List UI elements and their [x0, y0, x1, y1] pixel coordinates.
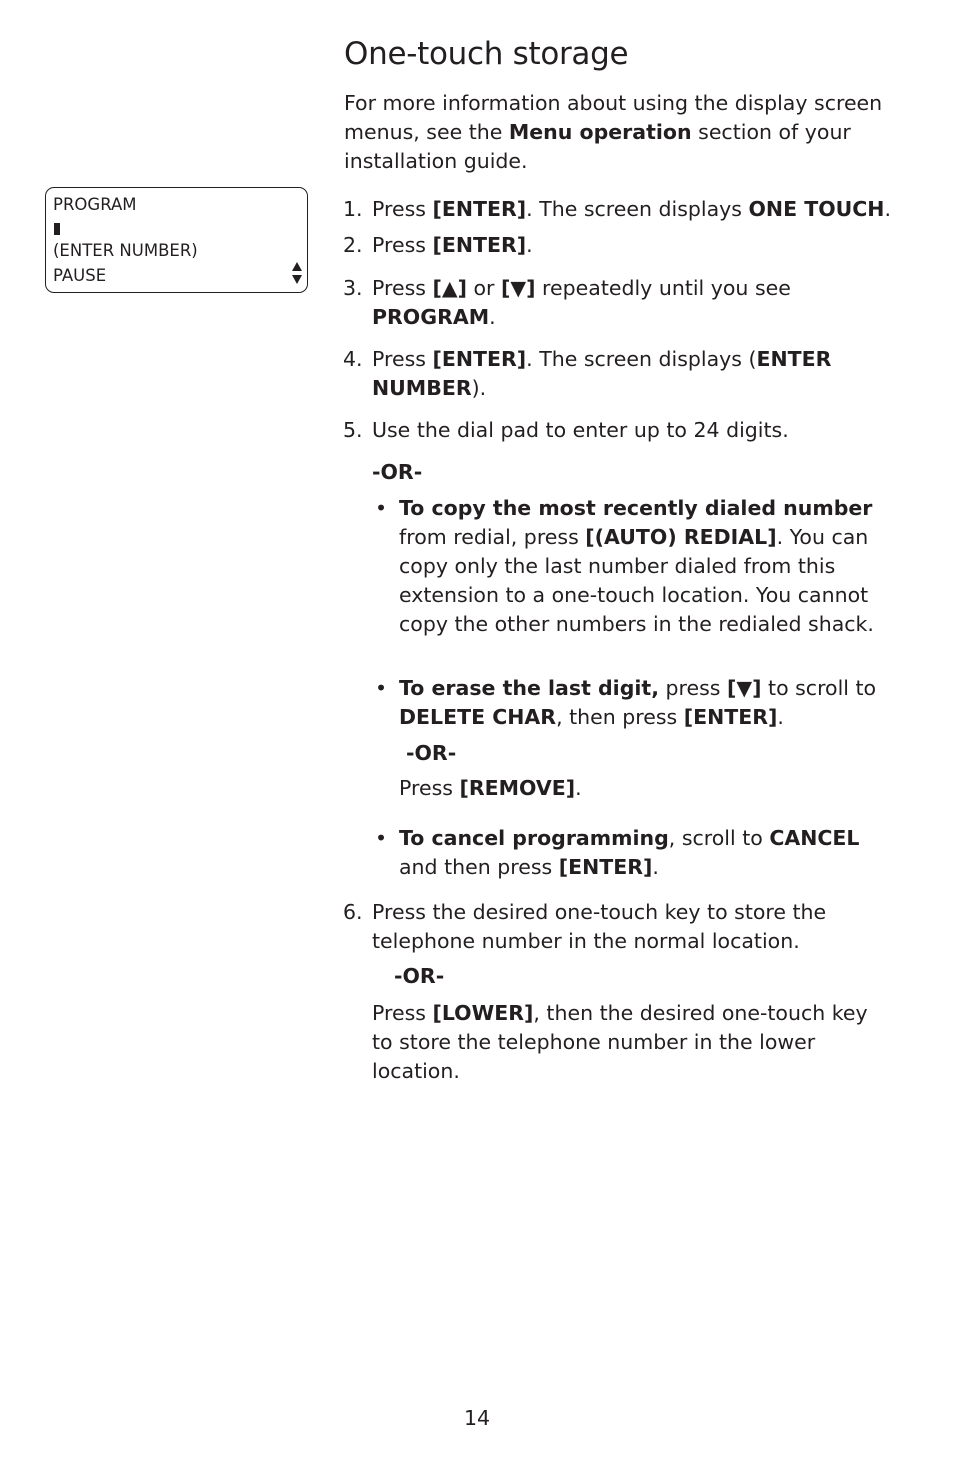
step-2-text: Press [ENTER]. [372, 233, 533, 257]
bullet-erase-remove: Press [REMOVE]. [399, 776, 582, 800]
step-5-text: Use the dial pad to enter up to 24 digits. [372, 418, 789, 442]
step-1-number: 1. [343, 197, 363, 221]
bullet-dot: • [375, 826, 388, 850]
step-2-number: 2. [343, 233, 363, 257]
lcd-cursor [54, 223, 60, 235]
lcd-line-enter-number: (ENTER NUMBER) [53, 241, 198, 260]
bullet-erase-digit: To erase the last digit, press [▼] to scroll to DELETE CHAR, then press [ENTER]. [399, 676, 877, 729]
page-number: 14 [463, 1406, 491, 1430]
bullet-copy-redial: To copy the most recently dialed number from redial, press [(AUTO) REDIAL]. You can copy only the last number dialed from this extension to a one-touch location. You cannot copy the other numbers in the redialed shack. [399, 496, 874, 636]
intro-paragraph [344, 89, 904, 176]
intro-text-end: section of your installation guide. [344, 120, 851, 173]
page-title: One-touch storage [344, 36, 629, 72]
step-6-lower: Press [LOWER], then the desired one-touch key to store the telephone number in the lower location. [372, 1001, 868, 1083]
lcd-line-pause: PAUSE [53, 266, 107, 285]
bullet-dot: • [375, 676, 388, 700]
intro-text: For more information about using the display screen menus, see the [344, 91, 883, 144]
step-6-or: -OR- [394, 964, 445, 988]
step-5-or: -OR- [372, 460, 423, 484]
step-6-number: 6. [343, 900, 363, 924]
step-6-text: Press the desired one-touch key to store the telephone number in the normal location. [372, 900, 827, 953]
up-down-arrows-icon [291, 261, 303, 285]
lcd-line-program: PROGRAM [53, 195, 137, 214]
bullet-cancel: To cancel programming, scroll to CANCEL and then press [ENTER]. [399, 826, 860, 879]
lcd-screen [45, 187, 308, 293]
bullet-dot: • [375, 496, 388, 520]
step-1-text: Press [ENTER]. The screen displays ONE TOUCH. [372, 197, 891, 221]
bullet-erase-or: -OR- [406, 741, 457, 765]
step-4-number: 4. [343, 347, 363, 371]
step-5-number: 5. [343, 418, 363, 442]
step-3-number: 3. [343, 276, 363, 300]
step-3-text: Press [▲] or [▼] repeatedly until you see PROGRAM. [372, 276, 791, 329]
step-4-text: Press [ENTER]. The screen displays (ENTER NUMBER). [372, 347, 832, 400]
intro-menu-operation: Menu operation [508, 120, 692, 144]
